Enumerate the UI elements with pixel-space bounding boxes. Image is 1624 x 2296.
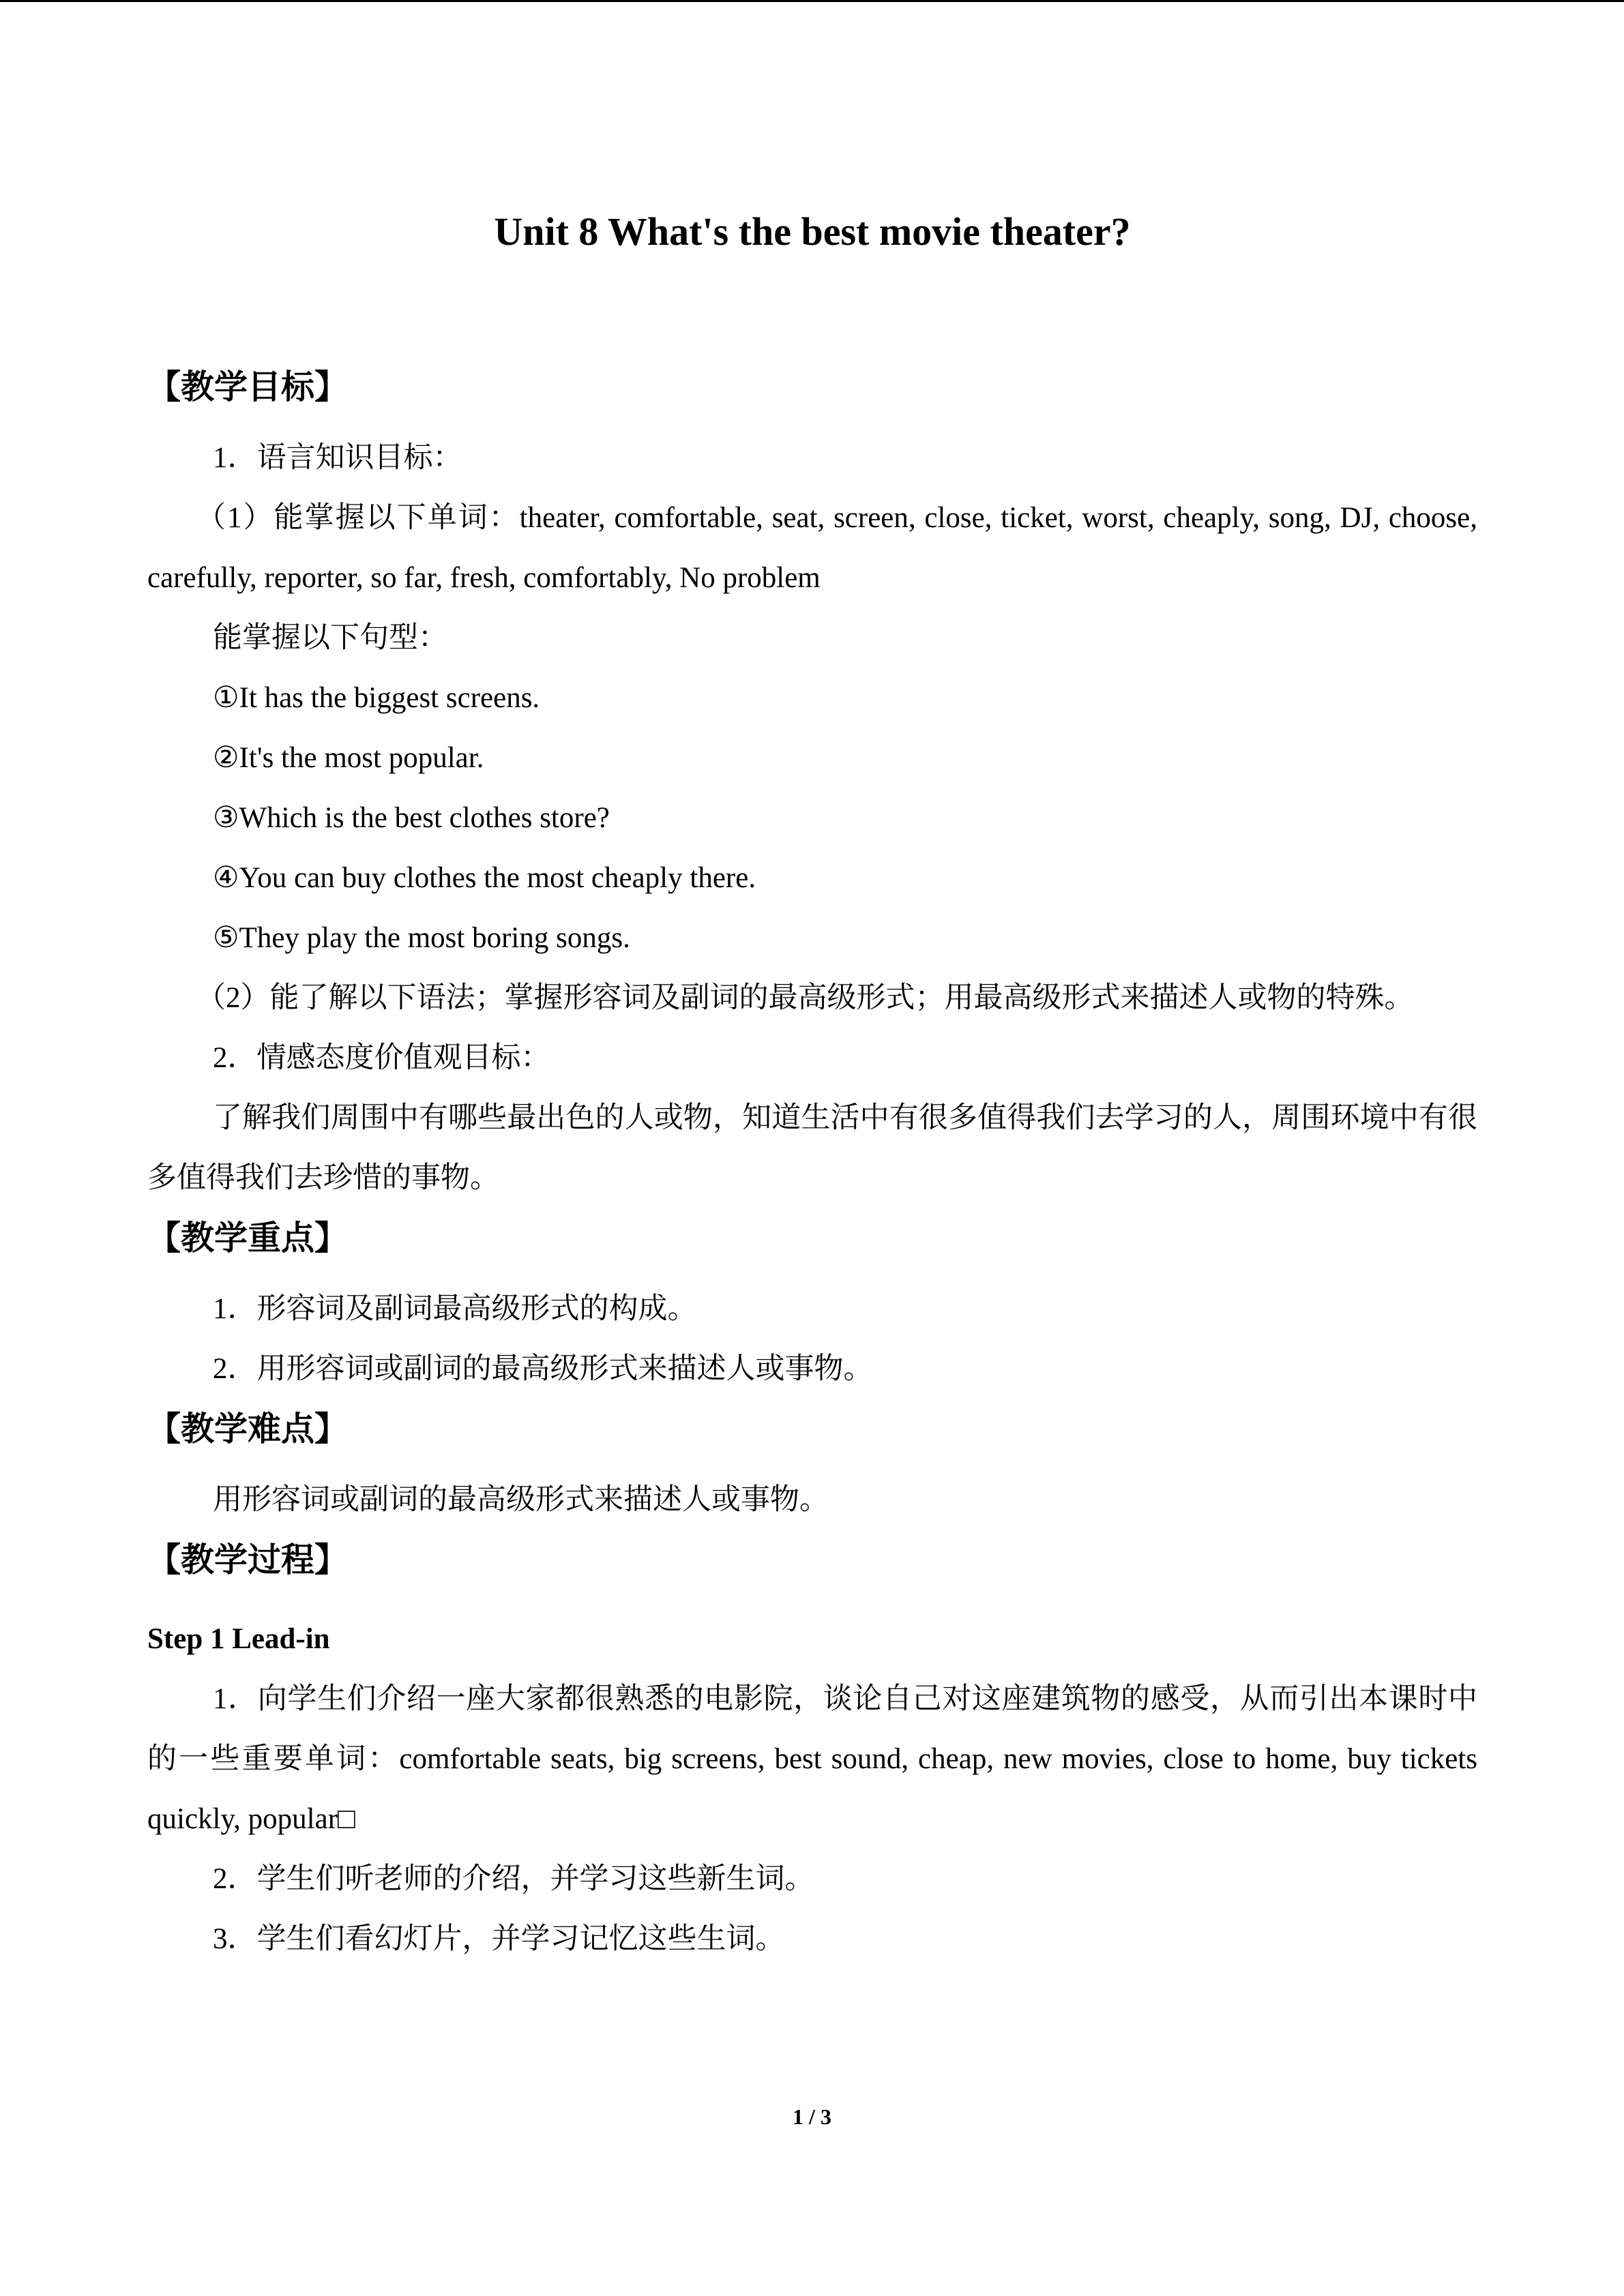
grammar-goal: （2）能了解以下语法；掌握形容词及副词的最高级形式；用最高级形式来描述人或物的特殊。 xyxy=(196,982,1414,1014)
sentence-pattern-3: ③Which is the best clothes store? xyxy=(213,802,610,834)
sentence-pattern-5: ⑤They play the most boring songs. xyxy=(213,922,630,954)
emotional-goal-title: 2．情感态度价值观目标： xyxy=(213,1042,550,1074)
emotional-goal-body: 了解我们周围中有哪些最出色的人或物，知道生活中有很多值得我们去学习的人，周围环境中有很多值得我们去珍惜的事物。 xyxy=(147,1102,1477,1194)
document-title: Unit 8 What's the best movie theater? xyxy=(494,209,1131,254)
objectives-heading: 【教学目标】 xyxy=(147,368,349,406)
sentence-pattern-2: ②It's the most popular. xyxy=(213,742,484,774)
step-1-item-1: 1．向学生们介绍一座大家都很熟悉的电影院，谈论自己对这座建筑物的感受，从而引出本课时中的一些重要单词：comfortable seats, big screens, best sound, cheap, new movies, close to home, buy tickets quickly, popular□ xyxy=(147,1683,1477,1835)
page-number: 1 / 3 xyxy=(793,2104,831,2129)
step-1-item-2: 2．学生们听老师的介绍，并学习这些新生词。 xyxy=(213,1863,814,1895)
page-content xyxy=(147,205,1477,1969)
sentence-patterns-intro: 能掌握以下句型： xyxy=(213,622,447,654)
key-points-heading: 【教学重点】 xyxy=(147,1219,349,1257)
vocabulary-list: （1）能掌握以下单词：theater, comfortable, seat, screen, close, ticket, worst, cheaply, song, DJ, choose, carefully, reporter, so far, fresh, comfortably, No problem xyxy=(147,502,1477,594)
teaching-process-heading: 【教学过程】 xyxy=(147,1541,349,1579)
step-1-heading: Step 1 Lead-in xyxy=(147,1623,330,1655)
difficult-point-body: 用形容词或副词的最高级形式来描述人或事物。 xyxy=(213,1484,829,1516)
step-1-item-3: 3．学生们看幻灯片，并学习记忆这些生词。 xyxy=(213,1923,785,1955)
key-point-2: 2．用形容词或副词的最高级形式来描述人或事物。 xyxy=(213,1353,873,1385)
sentence-pattern-1: ①It has the biggest screens. xyxy=(213,682,540,714)
top-border-line xyxy=(0,0,1624,2)
key-point-1: 1．形容词及副词最高级形式的构成。 xyxy=(213,1293,697,1325)
sentence-pattern-4: ④You can buy clothes the most cheaply there. xyxy=(213,862,756,894)
language-knowledge-goal: 1．语言知识目标： xyxy=(213,442,462,474)
difficult-points-heading: 【教学难点】 xyxy=(147,1410,349,1448)
